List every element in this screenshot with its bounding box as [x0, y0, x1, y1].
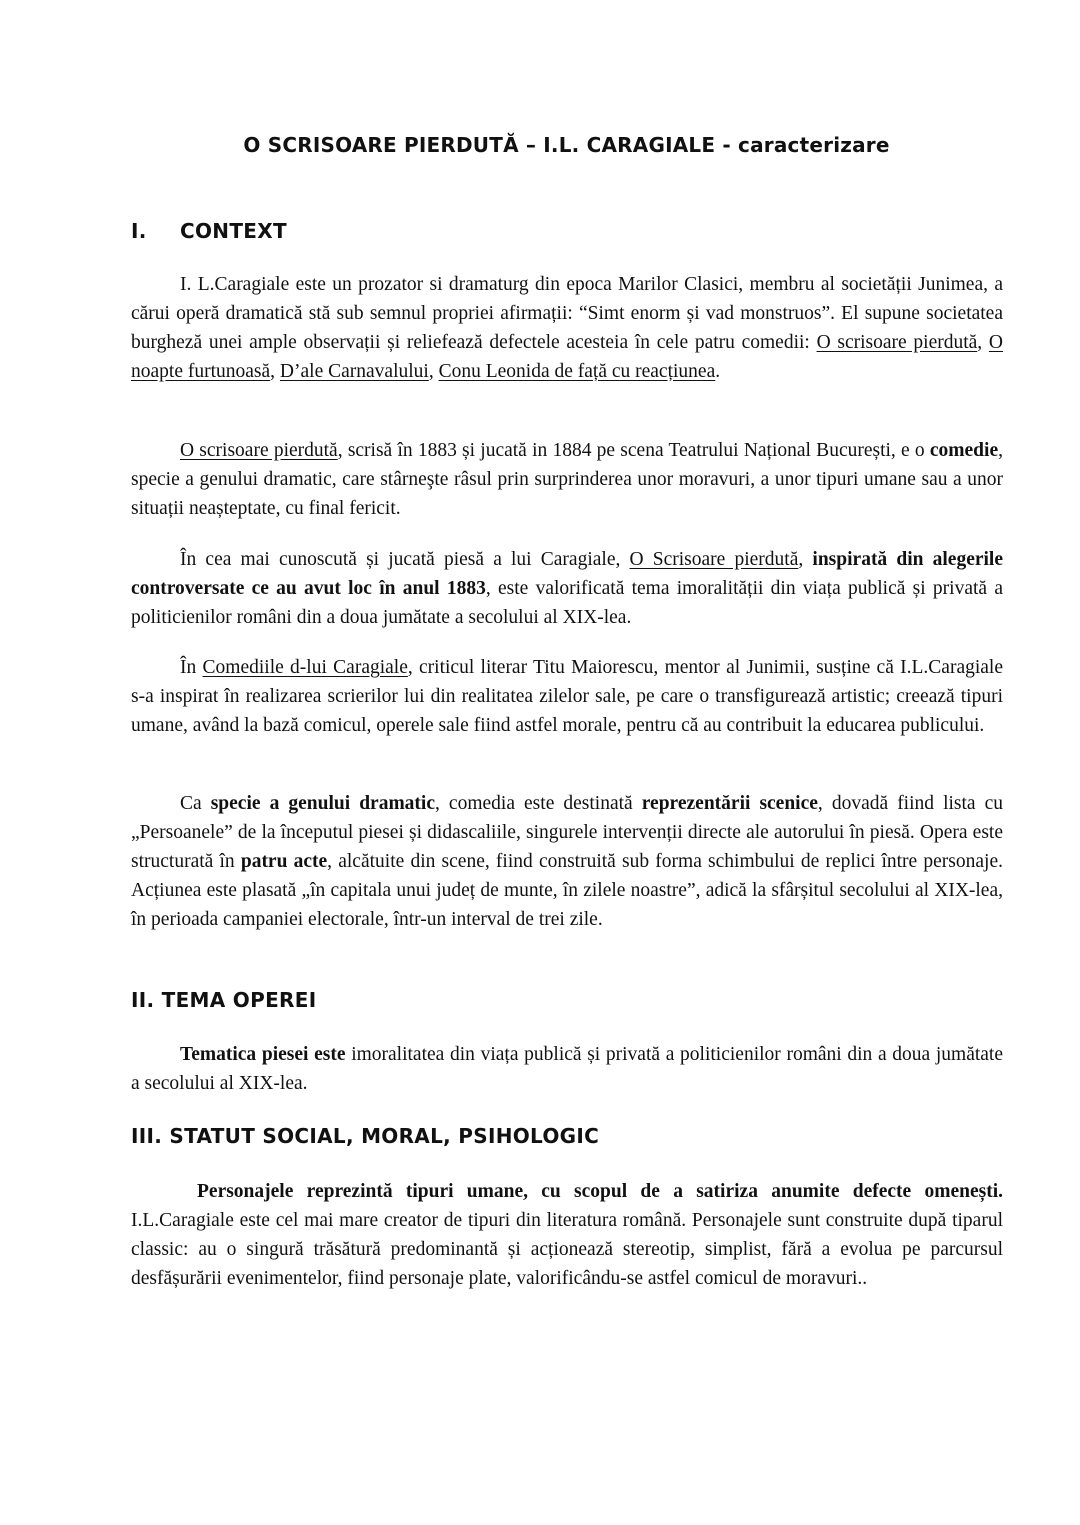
bold-term: comedie — [929, 440, 999, 461]
paragraph-comedie — [131, 436, 1003, 523]
text: În — [180, 657, 203, 678]
section-heading-context — [131, 219, 287, 243]
document-title: O SCRISOARE PIERDUTĂ – I.L. CARAGIALE - caracterizare — [243, 133, 890, 157]
section-title: CONTEXT — [180, 219, 287, 243]
section-heading-tema — [131, 988, 316, 1012]
work-title-comediile: Comediile d-lui Caragiale — [202, 657, 408, 678]
work-title-o-scrisoare-pierduta: O scrisoare pierdută — [816, 332, 978, 353]
bold-term: Personajele reprezintă tipuri umane, cu scopul de a satiriza anumite defecte omenești. — [197, 1181, 1003, 1202]
bold-term: patru acte — [240, 851, 328, 872]
text: , — [977, 332, 989, 353]
section-number: I. — [131, 219, 147, 243]
paragraph-maiorescu — [131, 653, 1003, 740]
section-title: STATUT SOCIAL, MORAL, PSIHOLOGIC — [169, 1124, 600, 1148]
bold-term: reprezentării scenice — [641, 793, 818, 814]
work-title-o-noapte-furtunoasa: O noapte furtunoasă — [131, 332, 1003, 382]
work-title-dale-carnavalului: D’ale Carnavalului — [279, 361, 429, 382]
paragraph-personaje — [131, 1177, 1003, 1293]
text: , — [428, 361, 439, 382]
text: , dovadă fiind lista cu „Persoanele” de la începutul piesei și didascaliile, singurele intervenții directe ale autorului în piesă. Opera este structurată în — [131, 793, 1004, 872]
paragraph-context-intro — [131, 270, 1003, 386]
text: imoralitatea din viața publică și privată a politicienilor români din a doua jumătate a secolului al XIX-lea. — [131, 1044, 1003, 1094]
text: , comedia este destinată — [435, 793, 642, 814]
text: . — [715, 361, 721, 382]
text: , specie a genului dramatic, care stârneşte râsul prin surprinderea unor moravuri, a unor tipuri umane sau a unor situații neașteptate, cu final fericit. — [131, 440, 1003, 519]
text: I.L.Caragiale este cel mai mare creator de tipuri din literatura română. Personajele sunt construite după tiparul classic: au o singură trăsătură predominantă și acționează stereotip, simplist, fără a evolua pe parcursul desfășurării evenimentelor, fiind personaje plate, valorificându-se astfel comicul de moravuri.. — [131, 1210, 1003, 1289]
work-title-o-scrisoare-pierduta: O Scrisoare pierdută — [629, 549, 799, 570]
section-title: TEMA OPEREI — [161, 988, 317, 1012]
text: În cea mai cunoscută și jucată piesă a lui Caragiale, — [180, 549, 630, 570]
text: I. L.Caragiale este un prozator si dramaturg din epoca Marilor Clasici, membru al societății Junimea, a cărui operă dramatică stă sub semnul propriei afirmații: “Simt enorm și vad monstruos”. El supune societatea burgheză unei ample observații și reliefează defectele acesteia în cele patru comedii: — [131, 274, 1003, 353]
bold-term: Tematica piesei este — [180, 1044, 346, 1065]
text: , criticul literar Titu Maiorescu, mentor al Junimii, susține că I.L.Caragiale s-a inspirat în realizarea scrierilor lui din realitatea zilelor sale, pe care o transfigurează artistic; creează tipuri umane, având la bază comicul, operele sale fiind astfel morale, pentru că au contribuit la educarea publicului. — [131, 657, 1003, 736]
text: , este valorificată tema imoralității din viața publică și privată a politicienilor români din a doua jumătate a secolului al XIX-lea. — [131, 578, 1003, 628]
text: , scrisă în 1883 și jucată in 1884 pe scena Teatrului Național București, e o — [337, 440, 930, 461]
text: , — [798, 549, 813, 570]
paragraph-specie — [131, 789, 1003, 934]
bold-term: specie a genului dramatic — [210, 793, 436, 814]
text: , — [270, 361, 280, 382]
work-title-conu-leonida: Conu Leonida de față cu reacțiunea — [438, 361, 716, 382]
section-number: II. — [131, 988, 155, 1012]
section-number: III. — [131, 1124, 163, 1148]
text: , alcătuite din scene, fiind construită sub forma schimbului de replici între personaje. Acțiunea este plasată „în capitala unui județ de munte, în zilele noastre”, adică la sfârșitul secolului al XIX-lea, în perioada campaniei electorale, într-un interval de trei zile. — [131, 851, 1003, 930]
paragraph-tema-imoralitatii — [131, 545, 1003, 632]
bold-term: inspirată din alegerile controversate ce au avut loc în anul 1883 — [131, 549, 1003, 599]
work-title-o-scrisoare-pierduta: O scrisoare pierdută — [180, 440, 338, 461]
text: Ca — [180, 793, 211, 814]
section-heading-statut — [131, 1124, 599, 1148]
paragraph-tematica — [131, 1040, 1003, 1098]
